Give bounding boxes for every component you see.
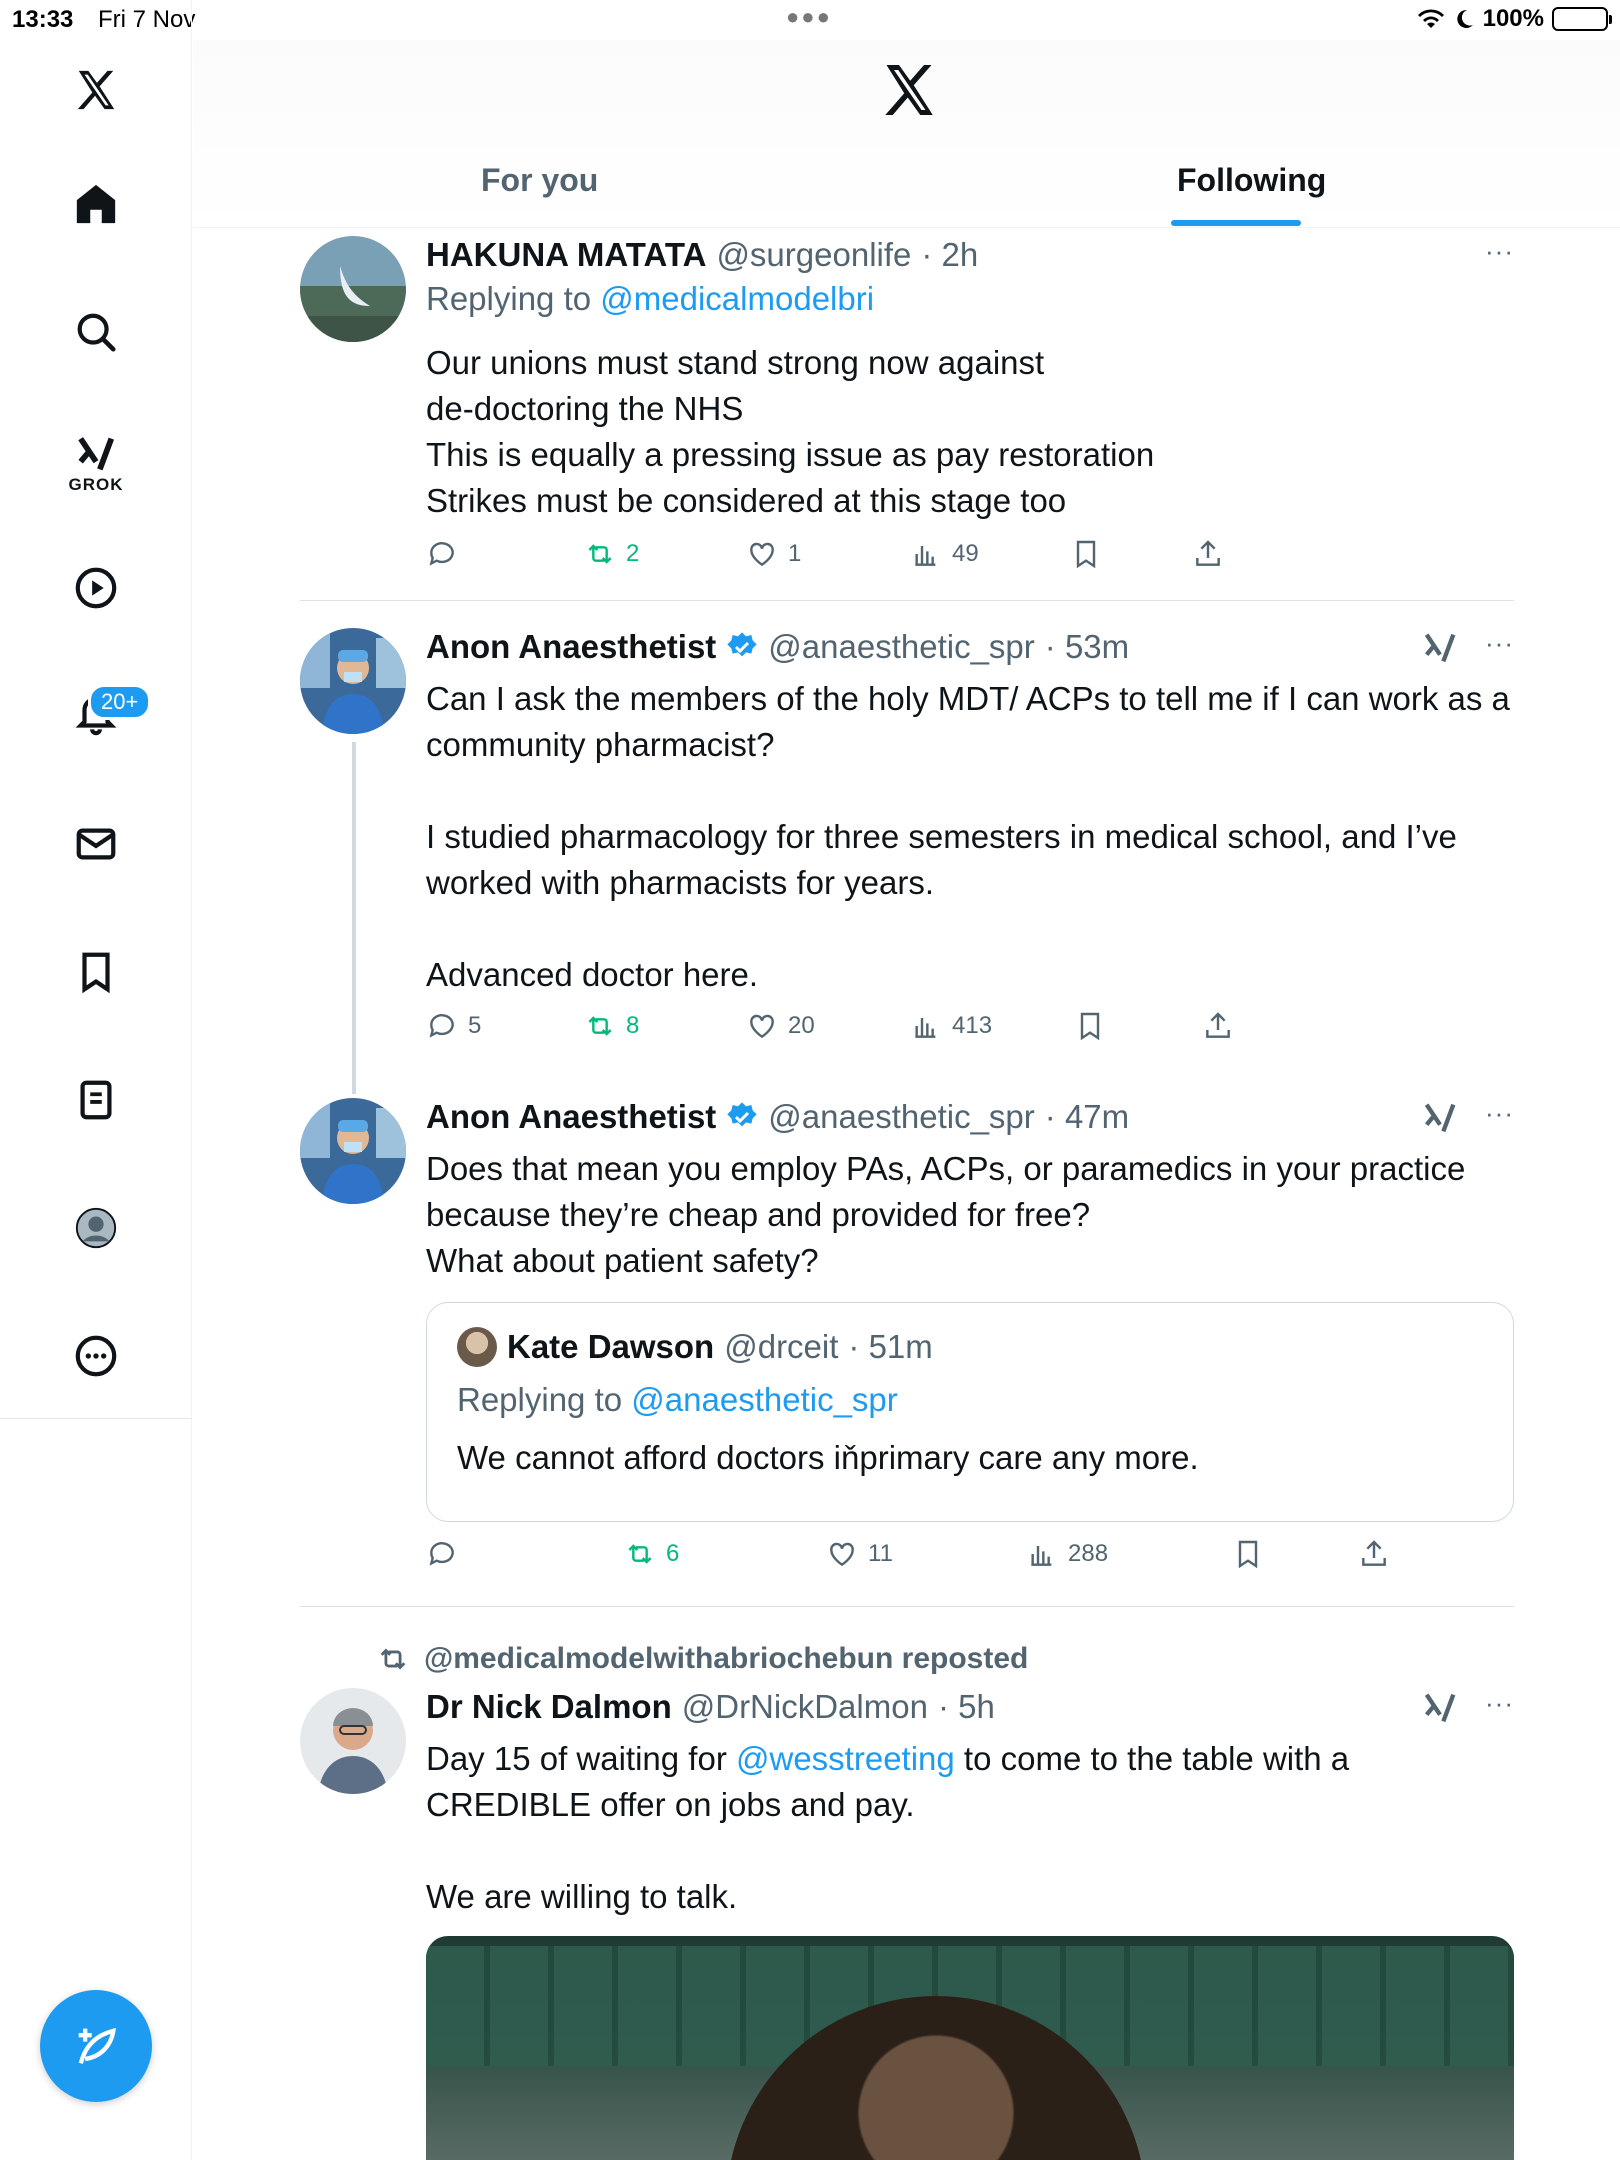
replying-to-link[interactable]: @medicalmodelbri	[600, 280, 875, 317]
views-chart-icon	[1026, 1538, 1058, 1570]
views-count: 413	[952, 1012, 993, 1039]
tab-for-you[interactable]: For you	[481, 162, 599, 198]
heart-icon	[746, 538, 778, 570]
search-icon[interactable]	[66, 302, 126, 362]
reply-button[interactable]	[426, 1538, 468, 1570]
status-time: 13:33	[12, 6, 74, 33]
lists-icon[interactable]	[66, 1070, 126, 1130]
author-handle[interactable]: @anaesthetic_spr	[768, 628, 1035, 665]
tweet-header	[426, 628, 1514, 666]
bookmark-button[interactable]	[1070, 538, 1102, 570]
bookmark-icon[interactable]	[66, 942, 126, 1002]
tweet-time[interactable]: · 47m	[1044, 1098, 1130, 1135]
share-icon	[1202, 1010, 1234, 1042]
avatar[interactable]	[300, 628, 406, 734]
tab-following[interactable]: Following	[1177, 162, 1327, 198]
battery-percent: 100%	[1482, 5, 1544, 32]
like-count: 11	[868, 1540, 893, 1567]
tweet-header	[426, 1098, 1514, 1136]
tweet-media-image[interactable]	[426, 1936, 1514, 2160]
tweet-card[interactable]	[300, 236, 1514, 596]
repost-button[interactable]	[624, 1538, 679, 1570]
like-count: 1	[788, 540, 802, 567]
tweet-text	[426, 1736, 1514, 1920]
like-count: 20	[788, 1012, 815, 1039]
tweet-time[interactable]: · 2h	[921, 236, 979, 273]
sidebar	[0, 0, 192, 2160]
timeline-header	[193, 40, 1620, 228]
replying-to	[426, 280, 1514, 318]
tweet-divider	[300, 600, 1514, 601]
sidebar-divider	[0, 1418, 192, 1419]
mention-link[interactable]: @wesstreeting	[736, 1740, 955, 1777]
author-name[interactable]: Anon Anaesthetist	[426, 628, 717, 665]
verified-badge-icon	[726, 631, 758, 663]
views-button[interactable]	[910, 538, 979, 570]
tweet-text: Does that mean you employ PAs, ACPs, or paramedics in your practice because they’re cheap and provided for free? What about patient safety?	[426, 1150, 1466, 1279]
repost-icon	[376, 1642, 410, 1676]
author-handle[interactable]: @DrNickDalmon	[681, 1688, 928, 1725]
quoted-author-name: Kate Dawson	[507, 1328, 715, 1365]
bookmark-icon	[1074, 1010, 1106, 1042]
replying-prefix: Replying to	[426, 280, 592, 317]
tweet-divider	[300, 1606, 1514, 1607]
x-logo-icon[interactable]	[66, 60, 126, 120]
bookmark-icon	[1070, 538, 1102, 570]
tweet-text: Our unions must stand strong now against de-doctoring the NHS This is equally a pressing issue as pay restoration Strikes must be considered at this stage too	[426, 344, 1155, 519]
tweet-actions	[426, 1538, 1326, 1578]
views-button[interactable]	[910, 1010, 992, 1042]
bookmark-button[interactable]	[1074, 1010, 1106, 1042]
tweet-actions	[426, 1010, 1326, 1050]
grok-explain-icon[interactable]	[1420, 1688, 1460, 1728]
author-handle[interactable]: @surgeonlife	[716, 236, 912, 273]
repost-icon	[584, 1010, 616, 1042]
wifi-icon	[1417, 8, 1445, 30]
battery-icon	[1552, 7, 1608, 31]
grok-label: GROK	[68, 475, 124, 494]
moon-icon	[1453, 8, 1475, 30]
views-count: 49	[952, 540, 979, 567]
home-icon[interactable]	[66, 174, 126, 234]
compose-post-button[interactable]	[40, 1990, 152, 2102]
views-chart-icon	[910, 1010, 942, 1042]
repost-icon	[584, 538, 616, 570]
reply-icon	[426, 538, 458, 570]
replying-to-link[interactable]: @anaesthetic_spr	[631, 1381, 898, 1418]
quoted-avatar	[457, 1327, 497, 1367]
status-bar	[0, 0, 1620, 40]
tweet-actions	[426, 538, 1326, 578]
more-options-icon[interactable]: ···	[1485, 628, 1514, 658]
repost-button[interactable]	[584, 1010, 639, 1042]
bookmark-button[interactable]	[1232, 1538, 1264, 1570]
repost-icon	[624, 1538, 656, 1570]
reply-button[interactable]	[426, 1010, 481, 1042]
tweet-text: Can I ask the members of the holy MDT/ ACPs to tell me if I can work as a community pharmacist? I studied pharmacology for three semesters in medical school, and I’ve worked with pharmacists for years. Advanced doctor here.	[426, 680, 1510, 993]
heart-icon	[746, 1010, 778, 1042]
author-handle[interactable]: @anaesthetic_spr	[768, 1098, 1035, 1135]
active-tab-indicator	[1171, 220, 1301, 226]
quoted-tweet[interactable]	[426, 1302, 1514, 1522]
reposted-by-line[interactable]	[376, 1642, 1028, 1676]
author-name[interactable]: Anon Anaesthetist	[426, 1098, 717, 1135]
views-button[interactable]	[1026, 1538, 1108, 1570]
status-right	[1417, 5, 1608, 33]
views-chart-icon	[910, 538, 942, 570]
more-options-icon[interactable]: ···	[1485, 1098, 1514, 1128]
quoted-author-handle: @drceit	[724, 1328, 839, 1365]
grok-explain-icon[interactable]	[1420, 628, 1460, 668]
tweet-card[interactable]	[300, 1098, 1514, 1578]
avatar[interactable]	[300, 236, 406, 342]
status-date: Fri 7 Nov	[98, 6, 196, 33]
repost-count: 6	[666, 1540, 680, 1567]
author-name[interactable]: HAKUNA MATATA	[426, 236, 707, 273]
reply-icon	[426, 1010, 458, 1042]
tweet-header	[426, 1688, 1514, 1726]
tweet-text-part: Day 15 of waiting for	[426, 1740, 736, 1777]
like-button[interactable]	[826, 1538, 893, 1570]
x-logo-icon	[879, 60, 939, 120]
share-icon	[1192, 538, 1224, 570]
verified-badge-icon	[726, 1101, 758, 1133]
notifications-badge: 20+	[88, 684, 151, 720]
reply-icon	[426, 1538, 458, 1570]
bookmark-icon	[1232, 1538, 1264, 1570]
repost-count: 2	[626, 540, 640, 567]
reply-count: 5	[468, 1012, 482, 1039]
messages-envelope-icon[interactable]	[66, 814, 126, 874]
compose-feather-icon	[70, 2020, 122, 2072]
replying-prefix: Replying to	[457, 1381, 623, 1418]
video-play-icon[interactable]	[66, 558, 126, 618]
reposted-by-text: @medicalmodelwithabriochebun reposted	[424, 1642, 1029, 1675]
tweet-header	[426, 236, 1514, 274]
quoted-tweet-text: We cannot afford doctors iňprimary care any more.	[457, 1439, 1199, 1476]
like-button[interactable]	[746, 538, 801, 570]
more-options-icon[interactable]: ···	[1485, 236, 1514, 266]
tweet-time[interactable]: · 53m	[1044, 628, 1130, 665]
avatar[interactable]	[300, 1098, 406, 1204]
views-count: 288	[1068, 1540, 1109, 1567]
tweet-time[interactable]: · 5h	[937, 1688, 995, 1725]
quoted-tweet-header	[457, 1327, 1483, 1367]
share-button[interactable]	[1192, 538, 1224, 570]
reply-button[interactable]	[426, 538, 468, 570]
quoted-replying-to	[457, 1381, 1483, 1419]
like-button[interactable]	[746, 1010, 815, 1042]
tweet-card[interactable]	[300, 1688, 1514, 1938]
share-button[interactable]	[1358, 1538, 1390, 1570]
author-name[interactable]: Dr Nick Dalmon	[426, 1688, 672, 1725]
more-options-circle-icon[interactable]	[66, 1326, 126, 1386]
repost-count: 8	[626, 1012, 640, 1039]
share-button[interactable]	[1202, 1010, 1234, 1042]
profile-avatar-icon[interactable]	[66, 1198, 126, 1258]
tweet-card[interactable]	[300, 628, 1514, 1058]
quoted-tweet-time: · 51m	[848, 1328, 933, 1365]
share-icon	[1358, 1538, 1390, 1570]
more-options-icon[interactable]: ···	[1485, 1688, 1514, 1718]
grok-explain-icon[interactable]	[1420, 1098, 1460, 1138]
repost-button[interactable]	[584, 538, 639, 570]
multitasking-dots-icon[interactable]: ●●●	[786, 4, 832, 29]
avatar[interactable]	[300, 1688, 406, 1794]
tweet-text-part: to come to the table with a CREDIBLE offer on jobs and pay. We are willing to talk.	[426, 1740, 1350, 1915]
heart-icon	[826, 1538, 858, 1570]
